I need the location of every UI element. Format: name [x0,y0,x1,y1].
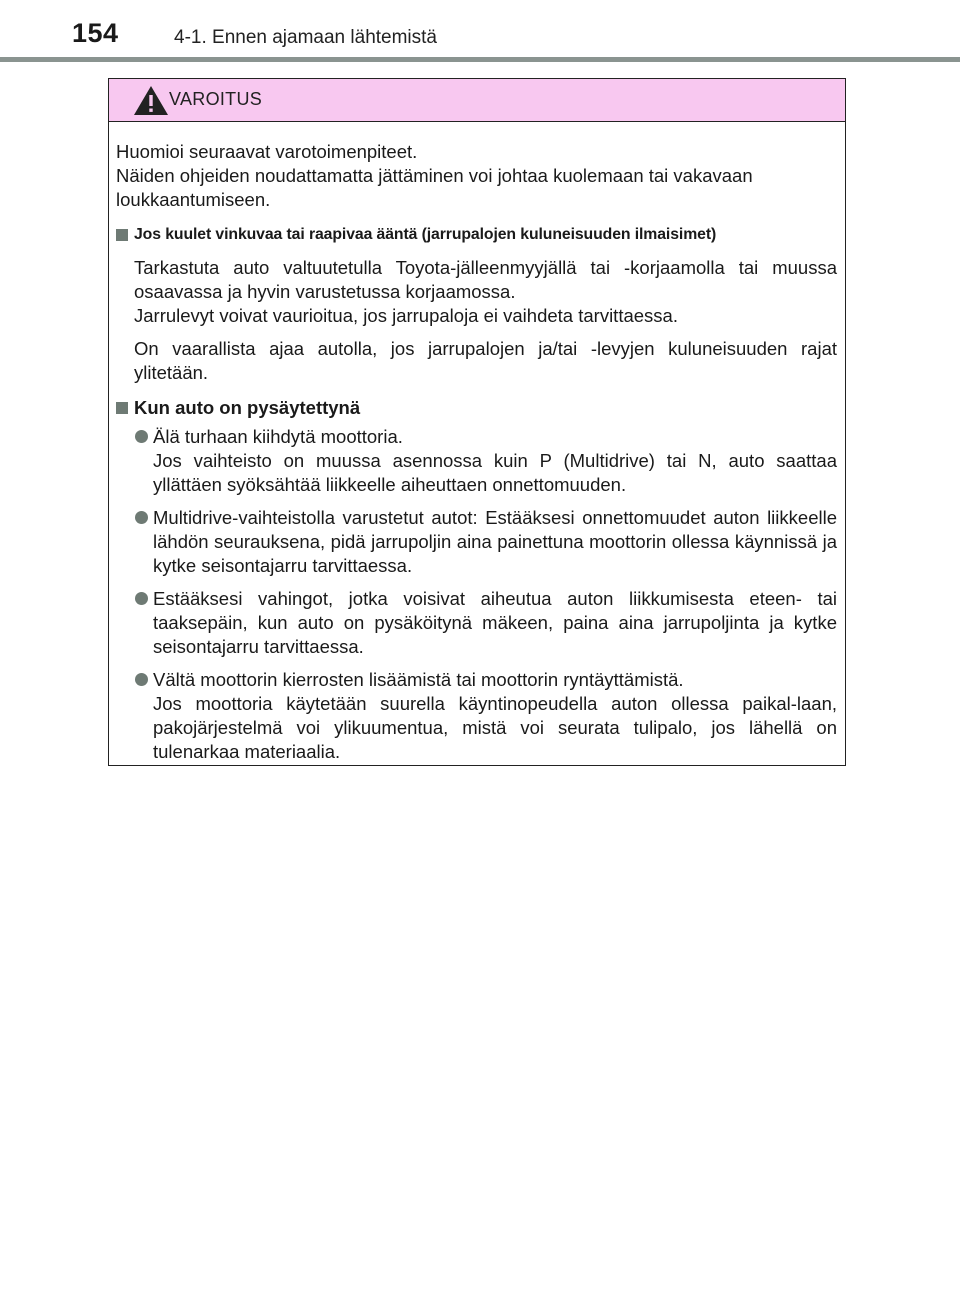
page-number: 154 [72,18,119,48]
square-bullet-icon [116,229,128,241]
warning-box [108,78,846,766]
section-title: 4-1. Ennen ajamaan lähtemistä [174,27,437,48]
paragraph-line: Tarkastuta auto valtuutetulla Toyota-jälleenmyyjällä tai -korjaamolla tai muussa osaavassa ja hyvin varustetussa korjaamossa. [134,257,837,302]
paragraph-line: Jarrulevyt voivat vaurioitua, jos jarrupaloja ei vaihdeta tarvittaessa. [134,305,678,326]
round-bullet-icon [135,592,148,605]
list-item [135,425,837,497]
paragraph [134,337,837,385]
warning-triangle-icon [133,85,169,116]
bullet-line: Vältä moottorin kierrosten lisäämistä tai moottorin ryntäyttämistä. [153,669,684,690]
list-item [135,668,837,764]
bullet-line: Estääksesi vahingot, jotka voisivat aiheutua auton liikkumisesta eteen- tai taaksepäin, kun auto on pysäköitynä mäkeen, paina aina jarrupoljinta ja kytke seisontajarru tarvittaessa. [153,588,837,657]
list-item [135,587,837,659]
square-bullet-icon [116,402,128,414]
warning-intro [116,140,837,212]
section-stopped [116,396,837,764]
section-heading-text: Jos kuulet vinkuvaa tai raapivaa ääntä (jarrupalojen kuluneisuuden ilmaisimet) [134,226,717,243]
paragraph [134,256,837,328]
warning-body [109,122,845,764]
section-brake-pads [116,223,837,385]
warning-label: VAROITUS [169,89,263,109]
header-rule [0,57,960,62]
round-bullet-icon [135,673,148,686]
section-heading-text: Kun auto on pysäytettynä [134,397,361,418]
round-bullet-icon [135,511,148,524]
bullet-line: Jos vaihteisto on muussa asennossa kuin P (Multidrive) tai N, auto saattaa yllättäen syöksähtää liikkeelle aiheuttaen onnettomuuden. [153,450,837,495]
intro-line: Huomioi seuraavat varotoimenpiteet. [116,141,418,162]
round-bullet-icon [135,430,148,443]
paragraph-line: On vaarallista ajaa autolla, jos jarrupalojen ja/tai -levyjen kuluneisuuden rajat ylitetään. [134,338,837,383]
warning-header [109,79,845,122]
section-heading [116,396,837,420]
bullet-line: Jos moottoria käytetään suurella käyntinopeudella auton ollessa paikal-laan, pakojärjestelmä voi ylikuumentua, mistä voi seurata tulipalo, jos lähellä on tulenarkaa materiaalia. [153,693,837,762]
bullet-line: Multidrive-vaihteistolla varustetut autot: Estääksesi onnettomuudet auton liikkeelle lähdön seurauksena, pidä jarrupoljin aina painettuna moottorin ollessa käynnissä ja kytke seisontajarru tarvittaessa. [153,507,837,576]
section-heading [116,223,837,247]
bullet-line: Älä turhaan kiihdytä moottoria. [153,426,403,447]
list-item [135,506,837,578]
intro-line: Näiden ohjeiden noudattamatta jättäminen voi johtaa kuolemaan tai vakavaan loukkaantumiseen. [116,165,753,210]
page-header [0,0,960,48]
